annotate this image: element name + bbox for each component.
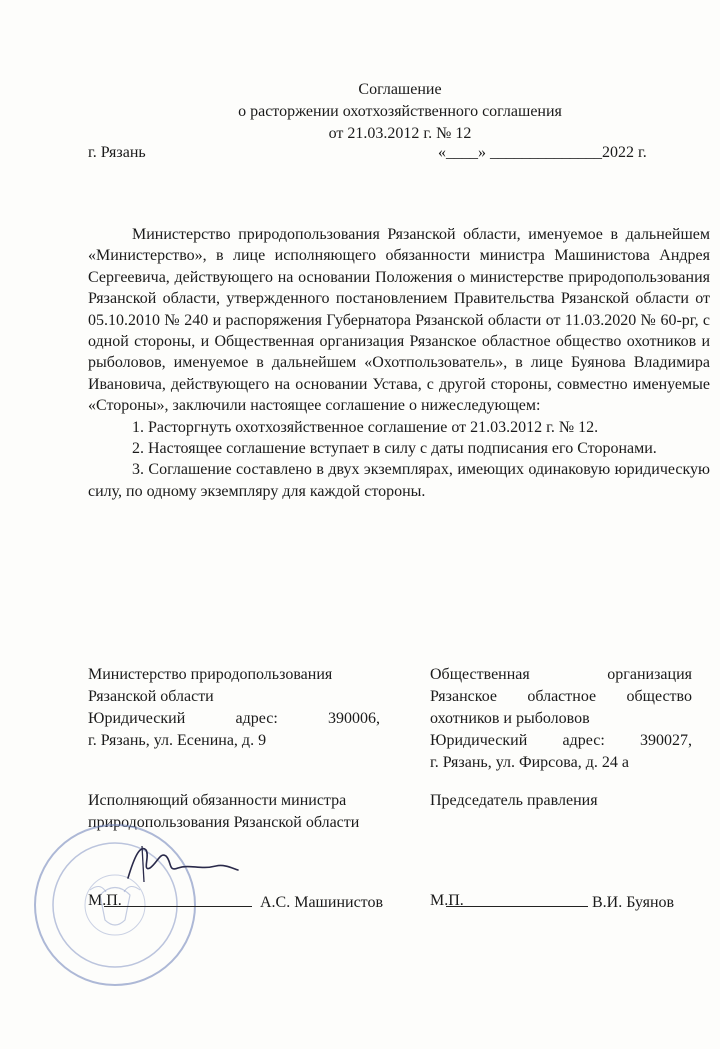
party-right-name-3: охотников и рыболовов: [430, 710, 590, 727]
clause-3: 3. Соглашение составлено в двух экземплярах, имеющих одинаковую юридическую силу, по одному экземпляру для каждой стороны.: [88, 461, 710, 500]
party-right-signatory: В.И. Буянов: [592, 894, 675, 911]
document-subtitle: о расторжении охотхозяйственного соглашения: [238, 103, 562, 120]
party-left-name-1: Министерство природопользования: [88, 666, 333, 683]
clause-2: 2. Настоящее соглашение вступает в силу с даты подписания его Сторонами.: [132, 440, 657, 458]
party-right-seal-label: М.П.: [430, 892, 464, 909]
party-right-name-2: Рязанское областное общество: [430, 688, 692, 705]
party-right-address-1: Юридический адрес: 390027,: [430, 732, 692, 749]
party-right-details: [430, 664, 692, 774]
party-left-name-2: Рязанской области: [88, 688, 214, 705]
party-left-details: [88, 664, 380, 752]
party-right-position: Председатель правления: [430, 792, 598, 809]
party-left-signature-line: [104, 890, 252, 907]
party-left-seal-label: М.П.: [88, 892, 122, 909]
party-right-name-1: Общественная организация: [430, 666, 692, 683]
place-of-signing: г. Рязань: [88, 144, 146, 161]
party-left-position: Исполняющий обязанности министра природопользования Рязанской области: [88, 792, 360, 831]
party-left-address-2: г. Рязань, ул. Есенина, д. 9: [88, 732, 267, 749]
document-date: «____» ______________2022 г.: [438, 144, 647, 161]
party-left-address-1: Юридический адрес: 390006,: [88, 710, 380, 727]
document-title: Соглашение: [358, 81, 442, 98]
party-right-signature-line: [446, 890, 588, 907]
preamble-paragraph: Министерство природопользования Рязанской области, именуемое в дальнейшем «Министерство», в лице исполняющего обязанности министра Машинистова Андрея Сергеевича, действующего на основании Положения о министерстве природопользования Рязанской области, утвержденного постановлением Правительства Рязанской области от 05.10.2010 № 240 и распоряжения Губернатора Рязанской области от 11.03.2020 № 60-рг, с одной стороны, и Общественная организация Рязанское областное общество охотников и рыболовов, именуемое в дальнейшем «Охотпользователь», в лице Буянова Владимира Ивановича, действующего на основании Устава, с другой стороны, совместно именуемые «Стороны», заключили настоящее соглашение о нижеследующем:: [88, 226, 710, 415]
party-right-address-2: г. Рязань, ул. Фирсова, д. 24 а: [430, 754, 629, 771]
document-body: [88, 224, 710, 502]
clause-1: 1. Расторгнуть охотхозяйственное соглашение от 21.03.2012 г. № 12.: [132, 418, 599, 436]
party-left-signature-row: [88, 872, 383, 930]
document-reference: от 21.03.2012 г. № 12: [328, 125, 472, 142]
party-right-signature-row: [430, 872, 674, 930]
party-left-signatory: А.С. Машинистов: [260, 894, 383, 911]
